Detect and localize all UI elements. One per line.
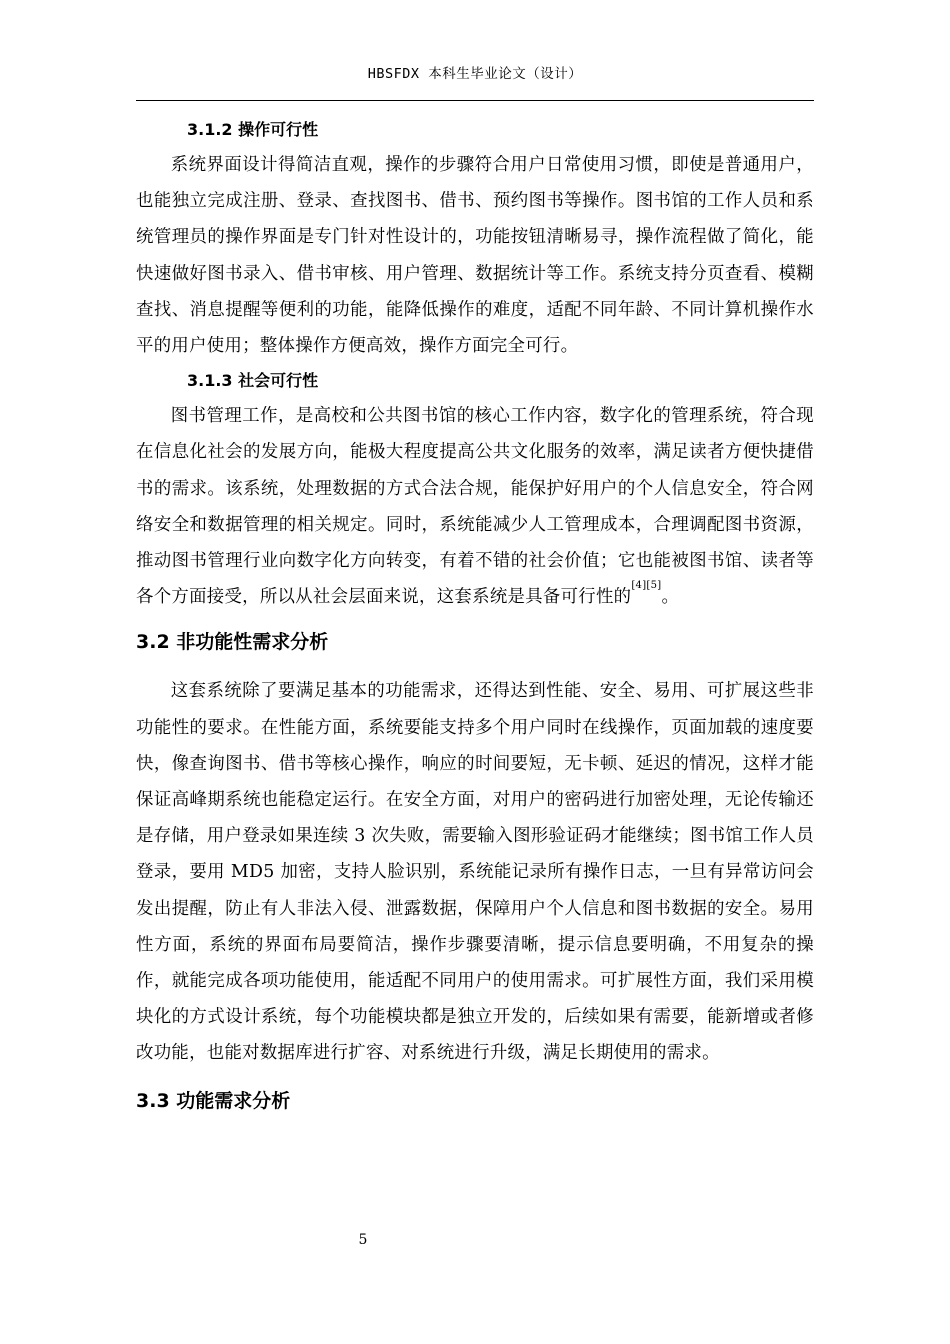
section-heading-3-1-2: 3.1.2 操作可行性 xyxy=(187,120,319,139)
section-heading-3-2: 3.2 非功能性需求分析 xyxy=(136,631,329,654)
paragraph-nonfunctional-requirements: 这套系统除了要满足基本的功能需求，还得达到性能、安全、易用、可扩展这些非功能性的要求。在性能方面，系统要能支持多个用户同时在线操作，页面加载的速度要快，像查询图书、借书等核心操作，响应的时间要短，无卡顿、延迟的情况，这样才能保证高峰期系统也能稳定运行。在安全方面，对用户的密码进行加密处理，无论传输还是存储，用户登录如果连续 3 次失败，需要输入图形验证码才能继续；图书馆工作人员登录，要用 MD5 加密，支持人脸识别，系统能记录所有操作日志，一旦有异常访问会发出提醒，防止有人非法入侵、泄露数据，保障用户个人信息和图书数据的安全。易用性方面，系统的界面布局要简洁，操作步骤要清晰，提示信息要明确，不用复杂的操作，就能完成各项功能使用，能适配不同用户的使用需求。可扩展性方面，我们采用模块化的方式设计系统，每个功能模块都是独立开发的，后续如果有需要，能新增或者修改功能，也能对数据库进行扩容、对系统进行升级，满足长期使用的需求。 xyxy=(136,681,814,1064)
paragraph-end-punctuation: 。 xyxy=(661,587,680,608)
section-heading-3-1-3: 3.1.3 社会可行性 xyxy=(187,371,319,391)
page-number: 5 xyxy=(358,1232,368,1248)
page-header-title: HBSFDX 本科生毕业论文（设计） xyxy=(367,66,583,82)
paragraph-social-feasibility xyxy=(136,398,814,615)
header-divider xyxy=(136,100,814,101)
section-heading-3-3: 3.3 功能需求分析 xyxy=(136,1089,291,1112)
paragraph-operational-feasibility: 系统界面设计得简洁直观，操作的步骤符合用户日常使用习惯，即使是普通用户，也能独立完成注册、登录、查找图书、借书、预约图书等操作。图书馆的工作人员和系统管理员的操作界面是专门针对性设计的，功能按钮清晰易寻，操作流程做了简化，能快速做好图书录入、借书审核、用户管理、数据统计等工作。系统支持分页查看、模糊查找、消息提醒等便利的功能，能降低操作的难度，适配不同年龄、不同计算机操作水平的用户使用；整体操作方便高效，操作方面完全可行。 xyxy=(136,155,814,357)
citation-reference[interactable]: [4][5] xyxy=(631,580,662,592)
page-body xyxy=(136,113,814,1122)
paragraph-social-feasibility-text: 图书管理工作，是高校和公共图书馆的核心工作内容，数字化的管理系统，符合现在信息化社会的发展方向，能极大程度提高公共文化服务的效率，满足读者方便快捷借书的需求。该系统，处理数据的方式合法合规，能保护好用户的个人信息安全，符合网络安全和数据管理的相关规定。同时，系统能减少人工管理成本，合理调配图书资源，推动图书管理行业向数字化方向转变，有着不错的社会价值；它也能被图书馆、读者等各个方面接受，所以从社会层面来说，这套系统是具备可行性的 xyxy=(136,406,814,608)
